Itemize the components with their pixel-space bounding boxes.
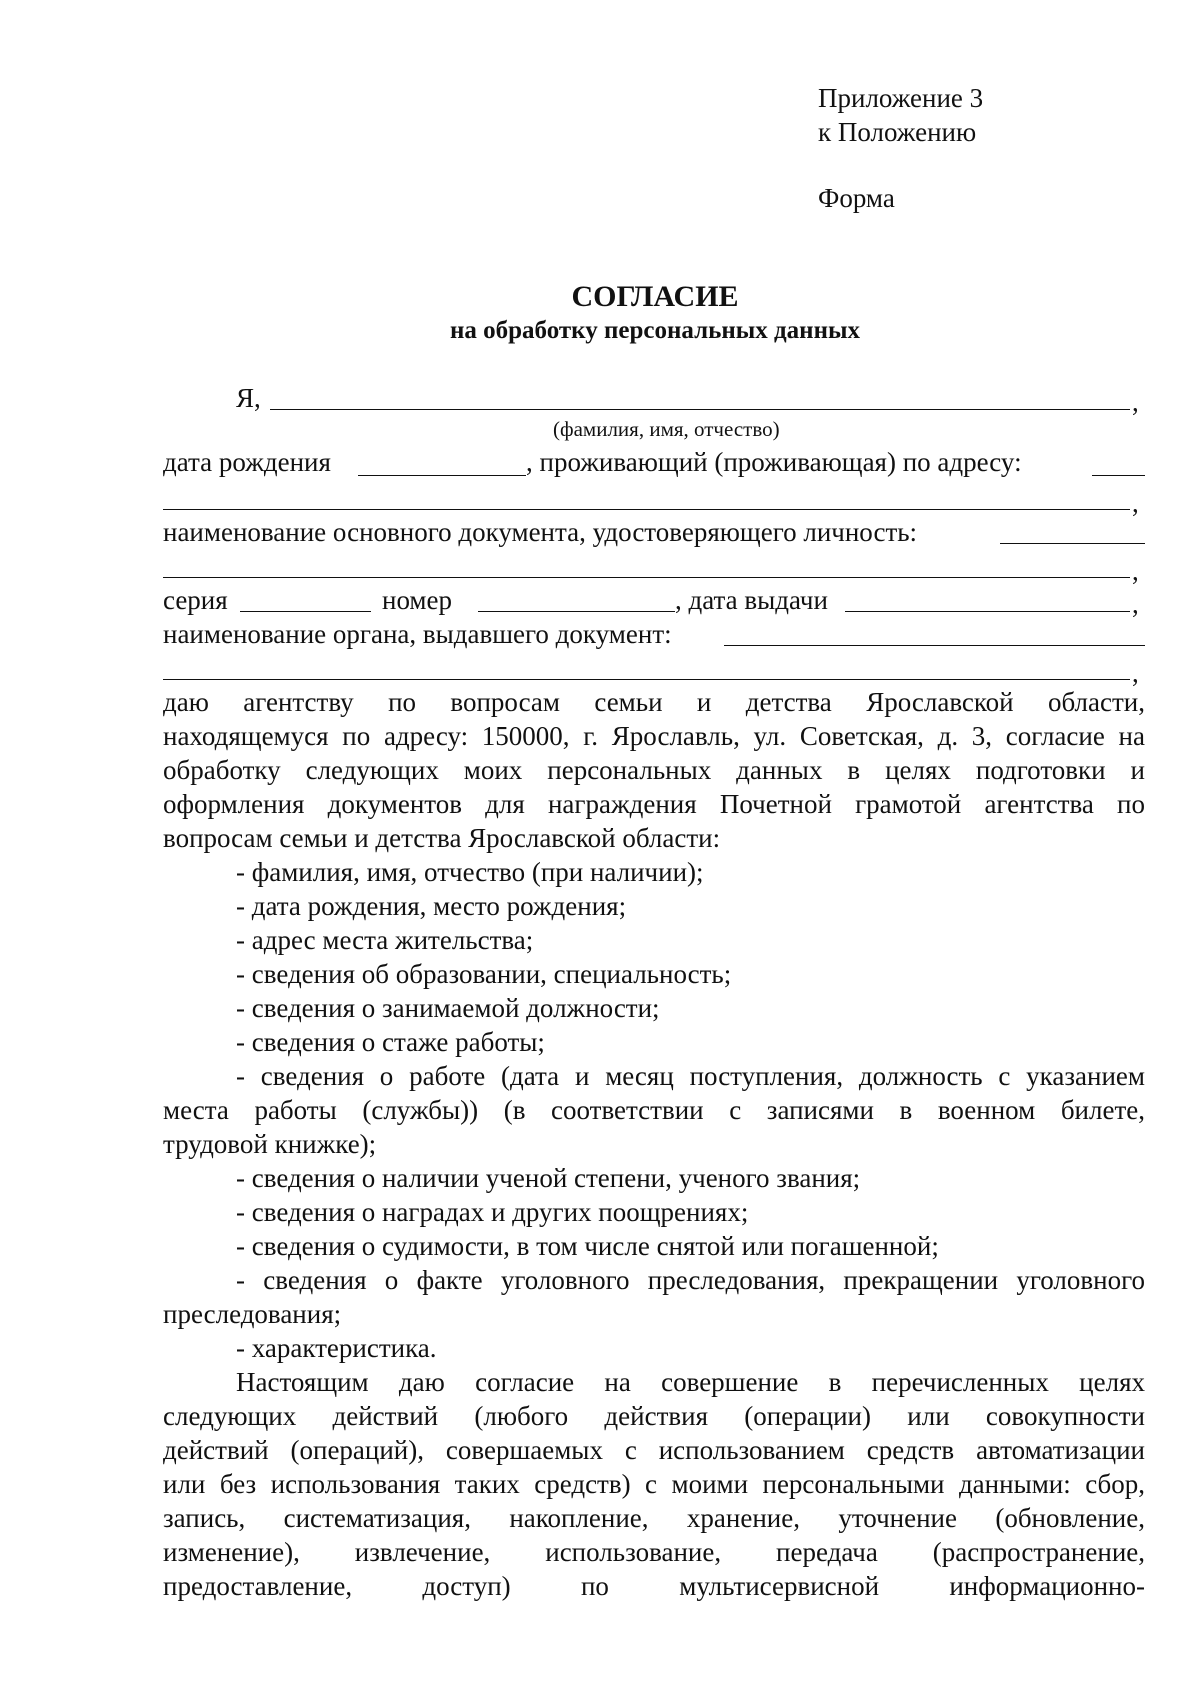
issuer-label: наименование органа, выдавшего документ: [163, 619, 672, 649]
data-item: - дата рождения, место рождения; [236, 891, 627, 921]
actions-line: изменение), извлечение, использование, передача (распространение, [163, 1537, 1145, 1567]
comma: , [1132, 387, 1139, 417]
address-field[interactable] [163, 509, 1130, 510]
issuer-field-start[interactable] [724, 645, 1145, 646]
comma: , [1132, 556, 1139, 586]
fio-hint: (фамилия, имя, отчество) [553, 417, 780, 441]
data-item-work: места работы (службы)) (в соответствии с записями в военном билете, [163, 1095, 1145, 1125]
residence-label: , проживающий (проживающая) по адресу: [526, 447, 1022, 477]
series-field[interactable] [240, 611, 371, 612]
i-label: Я, [236, 383, 261, 413]
data-item: - сведения о судимости, в том числе снятой или погашенной; [236, 1231, 939, 1261]
actions-line: следующих действий (любого действия (операции) или совокупности [163, 1401, 1145, 1431]
number-field[interactable] [478, 611, 675, 612]
number-label: номер [382, 585, 453, 615]
data-item: - фамилия, имя, отчество (при наличии); [236, 857, 704, 887]
data-item: - сведения о стаже работы; [236, 1027, 545, 1057]
id-document-field[interactable] [163, 577, 1130, 578]
consent-line: обработку следующих моих персональных данных в целях подготовки и [163, 755, 1145, 785]
data-item: - сведения о наградах и других поощрениях; [236, 1197, 749, 1227]
id-document-field-start[interactable] [1000, 543, 1145, 544]
issuer-field[interactable] [163, 679, 1130, 680]
data-item-work: - сведения о работе (дата и месяц поступления, должность с указанием [236, 1061, 1145, 1091]
consent-line: оформления документов для награждения Почетной грамотой агентства по [163, 789, 1145, 819]
data-item: - сведения об образовании, специальность; [236, 959, 732, 989]
form-label: Форма [818, 183, 895, 213]
data-item: - сведения о наличии ученой степени, ученого звания; [236, 1163, 861, 1193]
data-item: - характеристика. [236, 1333, 437, 1363]
issue-date-label: , дата выдачи [675, 585, 828, 615]
comma: , [1132, 658, 1139, 688]
comma: , [1132, 488, 1139, 518]
actions-line: запись, систематизация, накопление, хранение, уточнение (обновление, [163, 1503, 1145, 1533]
actions-line: Настоящим даю согласие на совершение в перечисленных целях [236, 1367, 1145, 1397]
data-item-work: трудовой книжке); [163, 1129, 377, 1159]
data-item: - адрес места жительства; [236, 925, 534, 955]
consent-line: находящемуся по адресу: 150000, г. Ярославль, ул. Советская, д. 3, согласие на [163, 721, 1145, 751]
data-item-criminal: преследования; [163, 1299, 342, 1329]
birth-date-label: дата рождения [163, 447, 331, 477]
id-document-label: наименование основного документа, удостоверяющего личность: [163, 517, 918, 547]
document-subtitle: на обработку персональных данных [450, 317, 860, 344]
issue-date-field[interactable] [845, 611, 1130, 612]
fio-field[interactable] [270, 409, 1130, 410]
data-item-criminal: - сведения о факте уголовного преследования, прекращении уголовного [236, 1265, 1145, 1295]
birth-date-field[interactable] [358, 475, 526, 476]
address-field-start[interactable] [1092, 475, 1145, 476]
data-item: - сведения о занимаемой должности; [236, 993, 660, 1023]
appendix-label: Приложение 3 [818, 83, 984, 113]
series-label: серия [163, 585, 228, 615]
document-title: СОГЛАСИЕ [571, 280, 739, 313]
consent-line: вопросам семьи и детства Ярославской области: [163, 823, 721, 853]
comma: , [1132, 589, 1139, 619]
consent-line: даю агентству по вопросам семьи и детства Ярославской области, [163, 687, 1145, 717]
regulation-label: к Положению [818, 117, 977, 147]
actions-line: действий (операций), совершаемых с использованием средств автоматизации [163, 1435, 1145, 1465]
actions-line: или без использования таких средств) с моими персональными данными: сбор, [163, 1469, 1145, 1499]
actions-line: предоставление, доступ) по мультисервисной информационно- [163, 1571, 1145, 1601]
